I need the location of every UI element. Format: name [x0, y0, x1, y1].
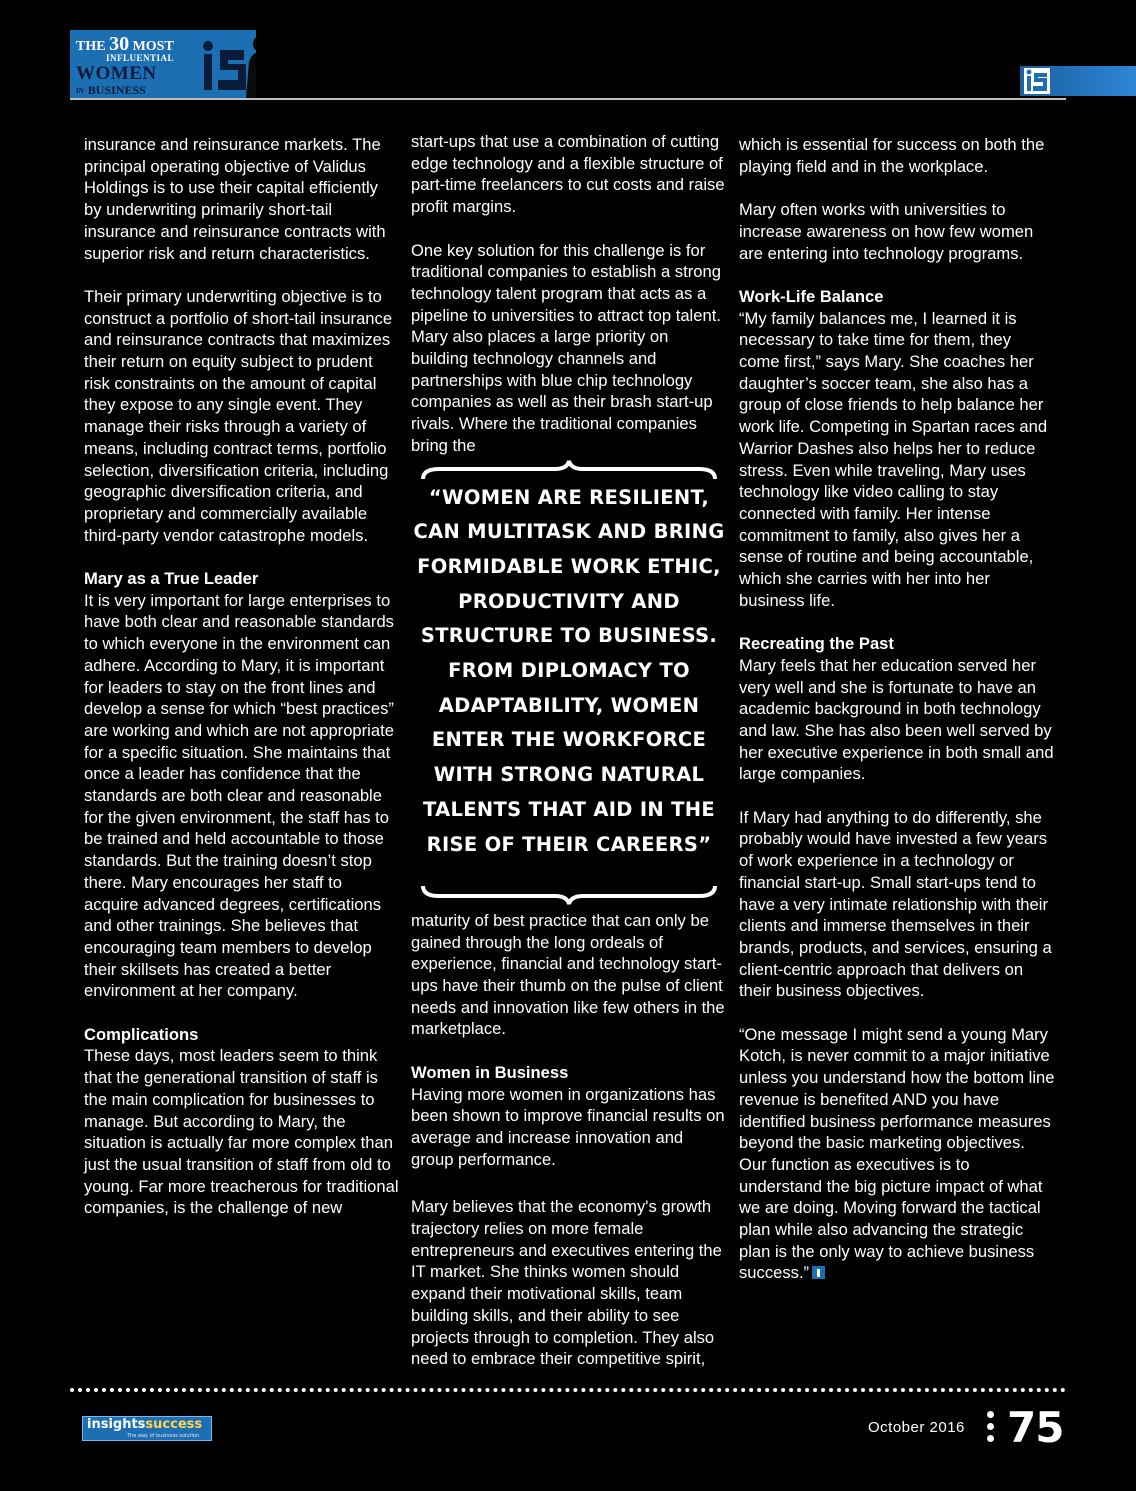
paragraph: These days, most leaders seem to think that the generational transition of staff is the main complication for businesses to manage. But according to Mary, the situation is actually far more complex than just the usual transition of staff from old to young. Far more treacherous for traditional companies, is the challenge of new	[84, 1046, 399, 1218]
bottom-brace-icon	[419, 884, 719, 906]
magazine-badge	[70, 30, 256, 98]
pull-quote-block	[407, 459, 731, 906]
vertical-dots-separator	[987, 1411, 995, 1447]
section-heading: Mary as a True Leader	[84, 569, 259, 589]
paragraph: One key solution for this challenge is for traditional companies to establish a strong technology talent program that acts as a pipeline to universities to attract top talent. Mary also places a large priority on building technology channels and partnerships with blue chip technology companies as well as their brash start-up rivals. Where the traditional companies bring the	[411, 240, 721, 455]
paragraph: Their primary underwriting objective is to construct a portfolio of short-tail insurance and reinsurance contracts that maximizes their return on equity subject to prudent risk constraints on the amount of capital they expose to any single event. They manage their risks through a variety of means, including contract terms, portfolio selection, diversification criteria, including geographic diversification criteria, and proprietary and commercially available third-party vendor catastrophe models.	[84, 286, 393, 545]
badge-most: MOST	[132, 39, 174, 54]
badge-business: BUSINESS	[87, 83, 146, 97]
paragraph: Mary believes that the economy's growth trajectory relies on more female entrepreneurs and executives entering the IT market. She thinks women should expand their motivational skills, team building skills, and their ability to see projects through to completion. They also need to embrace their competitive spirit,	[411, 1197, 722, 1369]
paragraph: insurance and reinsurance markets. The principal operating objective of Validus Holdings is to use their capital efficiently by underwriting primarily short-tail insurance and reinsurance contracts with superior risk and return characteristics.	[84, 135, 386, 263]
insights-success-logo-icon	[200, 40, 250, 94]
closing-quote-text: “One message I might send a young Mary Kotch, is never commit to a major initiative unless you understand how the bottom line revenue is benefited AND you have identified business performance measures beyond the basic marketing objectives. Our function as executives is to understand the big picture impact of what we are doing. Moving forward the tactical plan while also advancing the strategic plan is the only way to achieve business success.”	[739, 1024, 1055, 1283]
top-brace-icon	[419, 459, 719, 481]
paragraph: Mary often works with universities to increase awareness on how few women are entering into technology programs.	[739, 200, 1034, 263]
paragraph: It is very important for large enterprises to have both clear and reasonable standards to which everyone in the environment can adhere. According to Mary, it is important for leaders to stay on the front lines and develop a sense for which “best practices” are working and which are not appropriate for a specific situation. She maintains that once a leader has confidence that the standards are both clear and reasonable for the given environment, the staff has to be trained and held accountable to those standards. But the training doesn’t stop there. Mary encourages her staff to acquire advanced degrees, certifications and other trainings. She believes that encouraging team members to develop their skillsets has created a better environment at her company.	[84, 590, 394, 1001]
badge-in: IN	[76, 86, 84, 95]
article-column-3	[739, 134, 1055, 1284]
badge-number: 30	[109, 33, 130, 55]
paragraph	[739, 1024, 1055, 1284]
footer-logo	[82, 1416, 212, 1441]
paragraph: maturity of best practice that can only be gained through the long ordeals of experience, financial and technology start-ups have their thumb on the pulse of client needs and innovation like few others in the marketplace.	[411, 910, 725, 1039]
paragraph: which is essential for success on both the playing field and in the workplace.	[739, 135, 1045, 176]
section-heading: Complications	[84, 1024, 199, 1044]
paragraph: “My family balances me, I learned it is necessary to take time for them, they come first,” says Mary. She coaches her daughter’s soccer team, she also has a group of close friends to help balance her work life. Competing in Spartan races and Warrior Dashes also helps her to reduce stress. Even while traveling, Mary uses technology like video calling to stay connected with family. Her intense commitment to family, also gives her a sense of routine and being accountable, which she carries with her into her business life.	[739, 308, 1048, 610]
badge-women: WOMEN	[76, 63, 157, 84]
page-number: 75	[1007, 1403, 1064, 1452]
paragraph: If Mary had anything to do differently, she probably would have invested a few years of work experience in a technology or financial start-up. Small start-ups tend to have a very intimate relationship with their clients and immerse themselves in their brands, products, and services, ensuring a client-centric approach that delivers on their business objectives.	[739, 807, 1052, 1001]
brand-mark-icon	[1024, 68, 1050, 94]
footer-logo-insights: insights	[87, 1417, 146, 1432]
footer-dotted-rule	[70, 1388, 1066, 1392]
article-column-1	[84, 134, 400, 1219]
header-rule	[70, 98, 1066, 100]
footer-logo-tagline: The way of business solution	[127, 1433, 200, 1439]
issue-date: October 2016	[868, 1419, 965, 1436]
badge-influential: INFLUENTIAL	[106, 53, 175, 63]
paragraph: start-ups that use a combination of cutting edge technology and a flexible structure of part-time freelancers to cut costs and raise profit margins.	[411, 132, 725, 217]
end-of-article-icon	[812, 1266, 825, 1279]
header-brand-tab	[1020, 66, 1136, 96]
pull-quote: “WOMEN ARE RESILIENT, CAN MULTITASK AND BRING FORMIDABLE WORK ETHIC, PRODUCTIVITY AND STRUCTURE TO BUSINESS. FROM DIPLOMACY TO ADAPTABILITY, WOMEN ENTER THE WORKFORCE WITH STRONG NATURAL TALENTS THAT AID IN THE RISE OF THEIR CAREERS”	[413, 485, 725, 856]
paragraph: Having more women in organizations has been shown to improve financial results on average and increase innovation and group performance.	[411, 1084, 725, 1169]
section-heading: Work-Life Balance	[739, 286, 884, 306]
section-heading: Women in Business	[411, 1062, 569, 1082]
paragraph: Mary feels that her education served her very well and she is fortunate to have an academic background in both technology and law. She has also been well served by her executive experience in both small and large companies.	[739, 655, 1054, 784]
badge-the: THE	[76, 39, 106, 54]
section-heading: Recreating the Past	[739, 634, 894, 654]
footer-logo-success: success	[145, 1417, 203, 1432]
article-column-2	[411, 131, 727, 1370]
